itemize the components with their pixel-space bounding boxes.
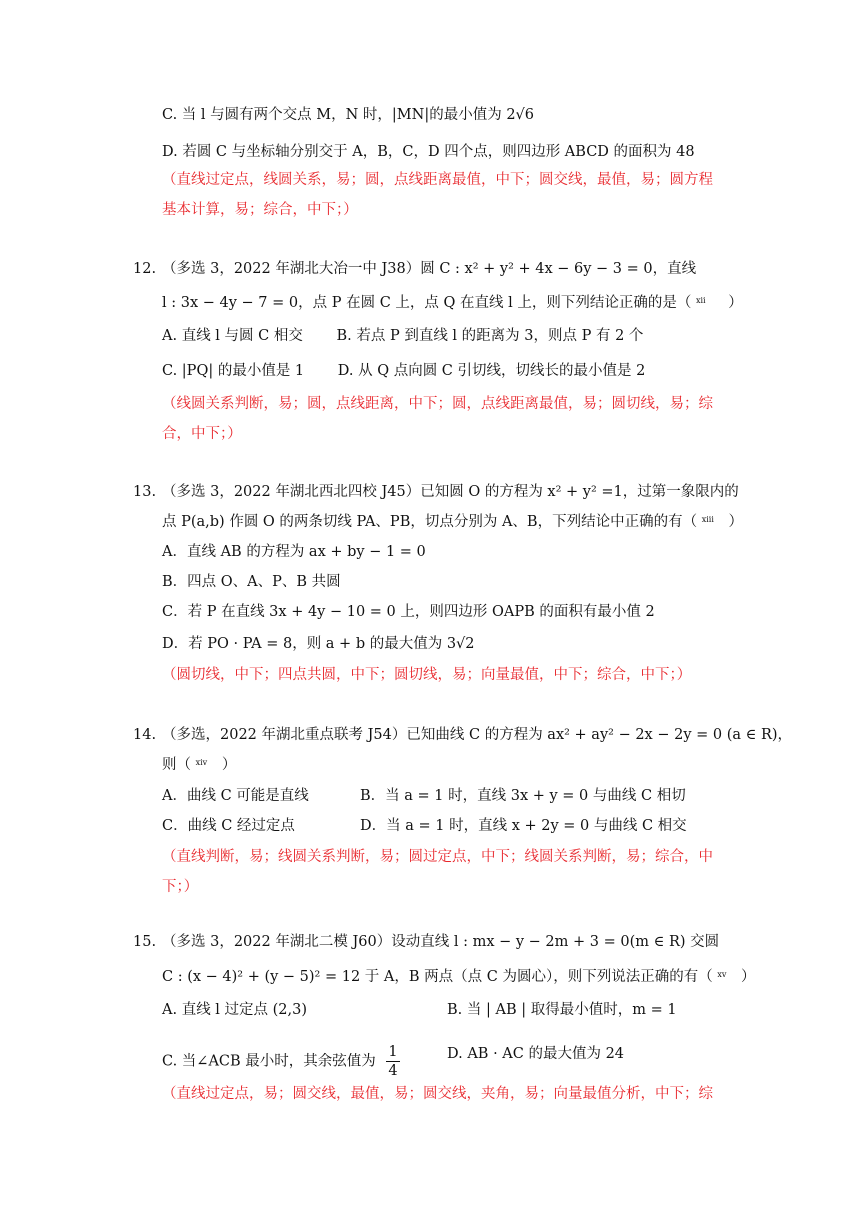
q15-option-c — [162, 1043, 400, 1080]
q15-option-a: A. 直线 l 过定点 (2,3) — [162, 1002, 308, 1018]
q14-note-line1: （直线判断，易；线圆关系判断，易；圆过定点，中下；线圆关系判断，易；综合，中 — [162, 849, 713, 865]
q14-note-line2: 下；） — [162, 879, 199, 895]
q15-option-d: D. AB · AC 的最大值为 24 — [447, 1046, 625, 1062]
q15-endnote-ref: xv — [717, 970, 727, 979]
q15-stem-text: C : (x − 4)² + (y − 5)² = 12 于 A，B 两点（点 C 为圆心），则下列说法正确的有（ — [162, 969, 713, 985]
q15-fraction-denominator: 4 — [388, 1063, 398, 1079]
q13-option-b: B．四点 O、A、P、B 共圆 — [162, 574, 341, 590]
q12-note-line2: 合，中下；） — [162, 426, 242, 442]
q15-fraction-numerator: 1 — [388, 1044, 398, 1060]
q12-number: 12. — [133, 261, 157, 277]
q15-note-line1: （直线过定点，易；圆交线，最值，易；圆交线，夹角，易；向量最值分析，中下；综 — [162, 1086, 713, 1102]
q14-number: 14. — [133, 727, 157, 743]
q15-stem-line2 — [162, 966, 755, 988]
q14-option-a: A．曲线 C 可能是直线 — [162, 788, 309, 804]
q15-fraction — [386, 1043, 399, 1080]
q13-option-c: C．若 P 在直线 3x + 4y − 10 = 0 上，则四边形 OAPB 的面积有最小值 2 — [162, 604, 655, 620]
q14-endnote-ref: xiv — [195, 758, 208, 767]
q14-option-d: D．当 a = 1 时，直线 x + 2y = 0 与曲线 C 相交 — [360, 818, 687, 834]
q11-option-d: D. 若圆 C 与坐标轴分别交于 A，B，C，D 四个点，则四边形 ABCD 的面积为 48 — [162, 144, 695, 160]
q13-note: （圆切线，中下；四点共圆，中下；圆切线，易；向量最值，中下；综合，中下；） — [162, 667, 692, 683]
q12-paren-close: ） — [728, 295, 743, 311]
q14-option-c: C．曲线 C 经过定点 — [162, 818, 295, 834]
q12-endnote-ref: xii — [695, 296, 706, 305]
q11-note-line1: （直线过定点，线圆关系，易；圆，点线距离最值，中下；圆交线，最值，易；圆方程 — [162, 172, 713, 188]
q13-option-a: A．直线 AB 的方程为 ax + by − 1 = 0 — [162, 544, 426, 560]
q12-stem-line2 — [162, 292, 743, 314]
q11-option-c: C. 当 l 与圆有两个交点 M，N 时，|MN|的最小值为 2√6 — [162, 107, 535, 123]
q13-stem-text: 点 P(a,b) 作圆 O 的两条切线 PA、PB，切点分别为 A、B，下列结论中正确的有（ — [162, 514, 698, 530]
q15-option-c-text: C. 当∠ACB 最小时，其余弦值为 — [162, 1053, 376, 1070]
q12-stem-line1: （多选 3，2022 年湖北大冶一中 J38）圆 C : x² + y² + 4x − 6y − 3 = 0，直线 — [162, 261, 697, 277]
q13-stem-line1: （多选 3，2022 年湖北西北四校 J45）已知圆 O 的方程为 x² + y² =1，过第一象限内的 — [162, 484, 739, 500]
q14-stem-line2 — [162, 754, 236, 776]
q12-stem-text: l : 3x − 4y − 7 = 0，点 P 在圆 C 上，点 Q 在直线 l 上，则下列结论正确的是（ — [162, 295, 692, 311]
q11-note-line2: 基本计算，易；综合，中下；） — [162, 202, 358, 218]
q13-stem-line2 — [162, 511, 743, 533]
q15-stem-line1: （多选 3，2022 年湖北二模 J60）设动直线 l : mx − y − 2m + 3 = 0(m ∈ R) 交圆 — [162, 934, 720, 950]
q14-paren-close: ） — [221, 757, 237, 773]
q14-stem-line1: （多选，2022 年湖北重点联考 J54）已知曲线 C 的方程为 ax² + ay² − 2x − 2y = 0 (a ∈ R)， — [162, 727, 793, 743]
q13-number: 13. — [133, 484, 157, 500]
q15-option-b: B. 当 | AB | 取得最小值时，m = 1 — [447, 1002, 677, 1018]
q13-option-d: D．若 PO · PA = 8，则 a + b 的最大值为 3√2 — [162, 636, 475, 652]
q12-options-ab: A. 直线 l 与圆 C 相交 B. 若点 P 到直线 l 的距离为 3，则点 P 有 2 个 — [162, 328, 644, 344]
q14-stem-text: 则（ — [162, 757, 191, 773]
q12-options-cd: C. |PQ| 的最小值是 1 D. 从 Q 点向圆 C 引切线，切线长的最小值是 2 — [162, 363, 646, 379]
q15-paren-close: ） — [740, 969, 756, 985]
q12-note-line1: （线圆关系判断，易；圆，点线距离，中下；圆，点线距离最值，易；圆切线，易；综 — [162, 396, 713, 412]
q13-paren-close: ） — [728, 514, 743, 530]
q14-option-b: B．当 a = 1 时，直线 3x + y = 0 与曲线 C 相切 — [360, 788, 686, 804]
q15-number: 15. — [133, 934, 157, 950]
q13-endnote-ref: xiii — [701, 515, 714, 524]
